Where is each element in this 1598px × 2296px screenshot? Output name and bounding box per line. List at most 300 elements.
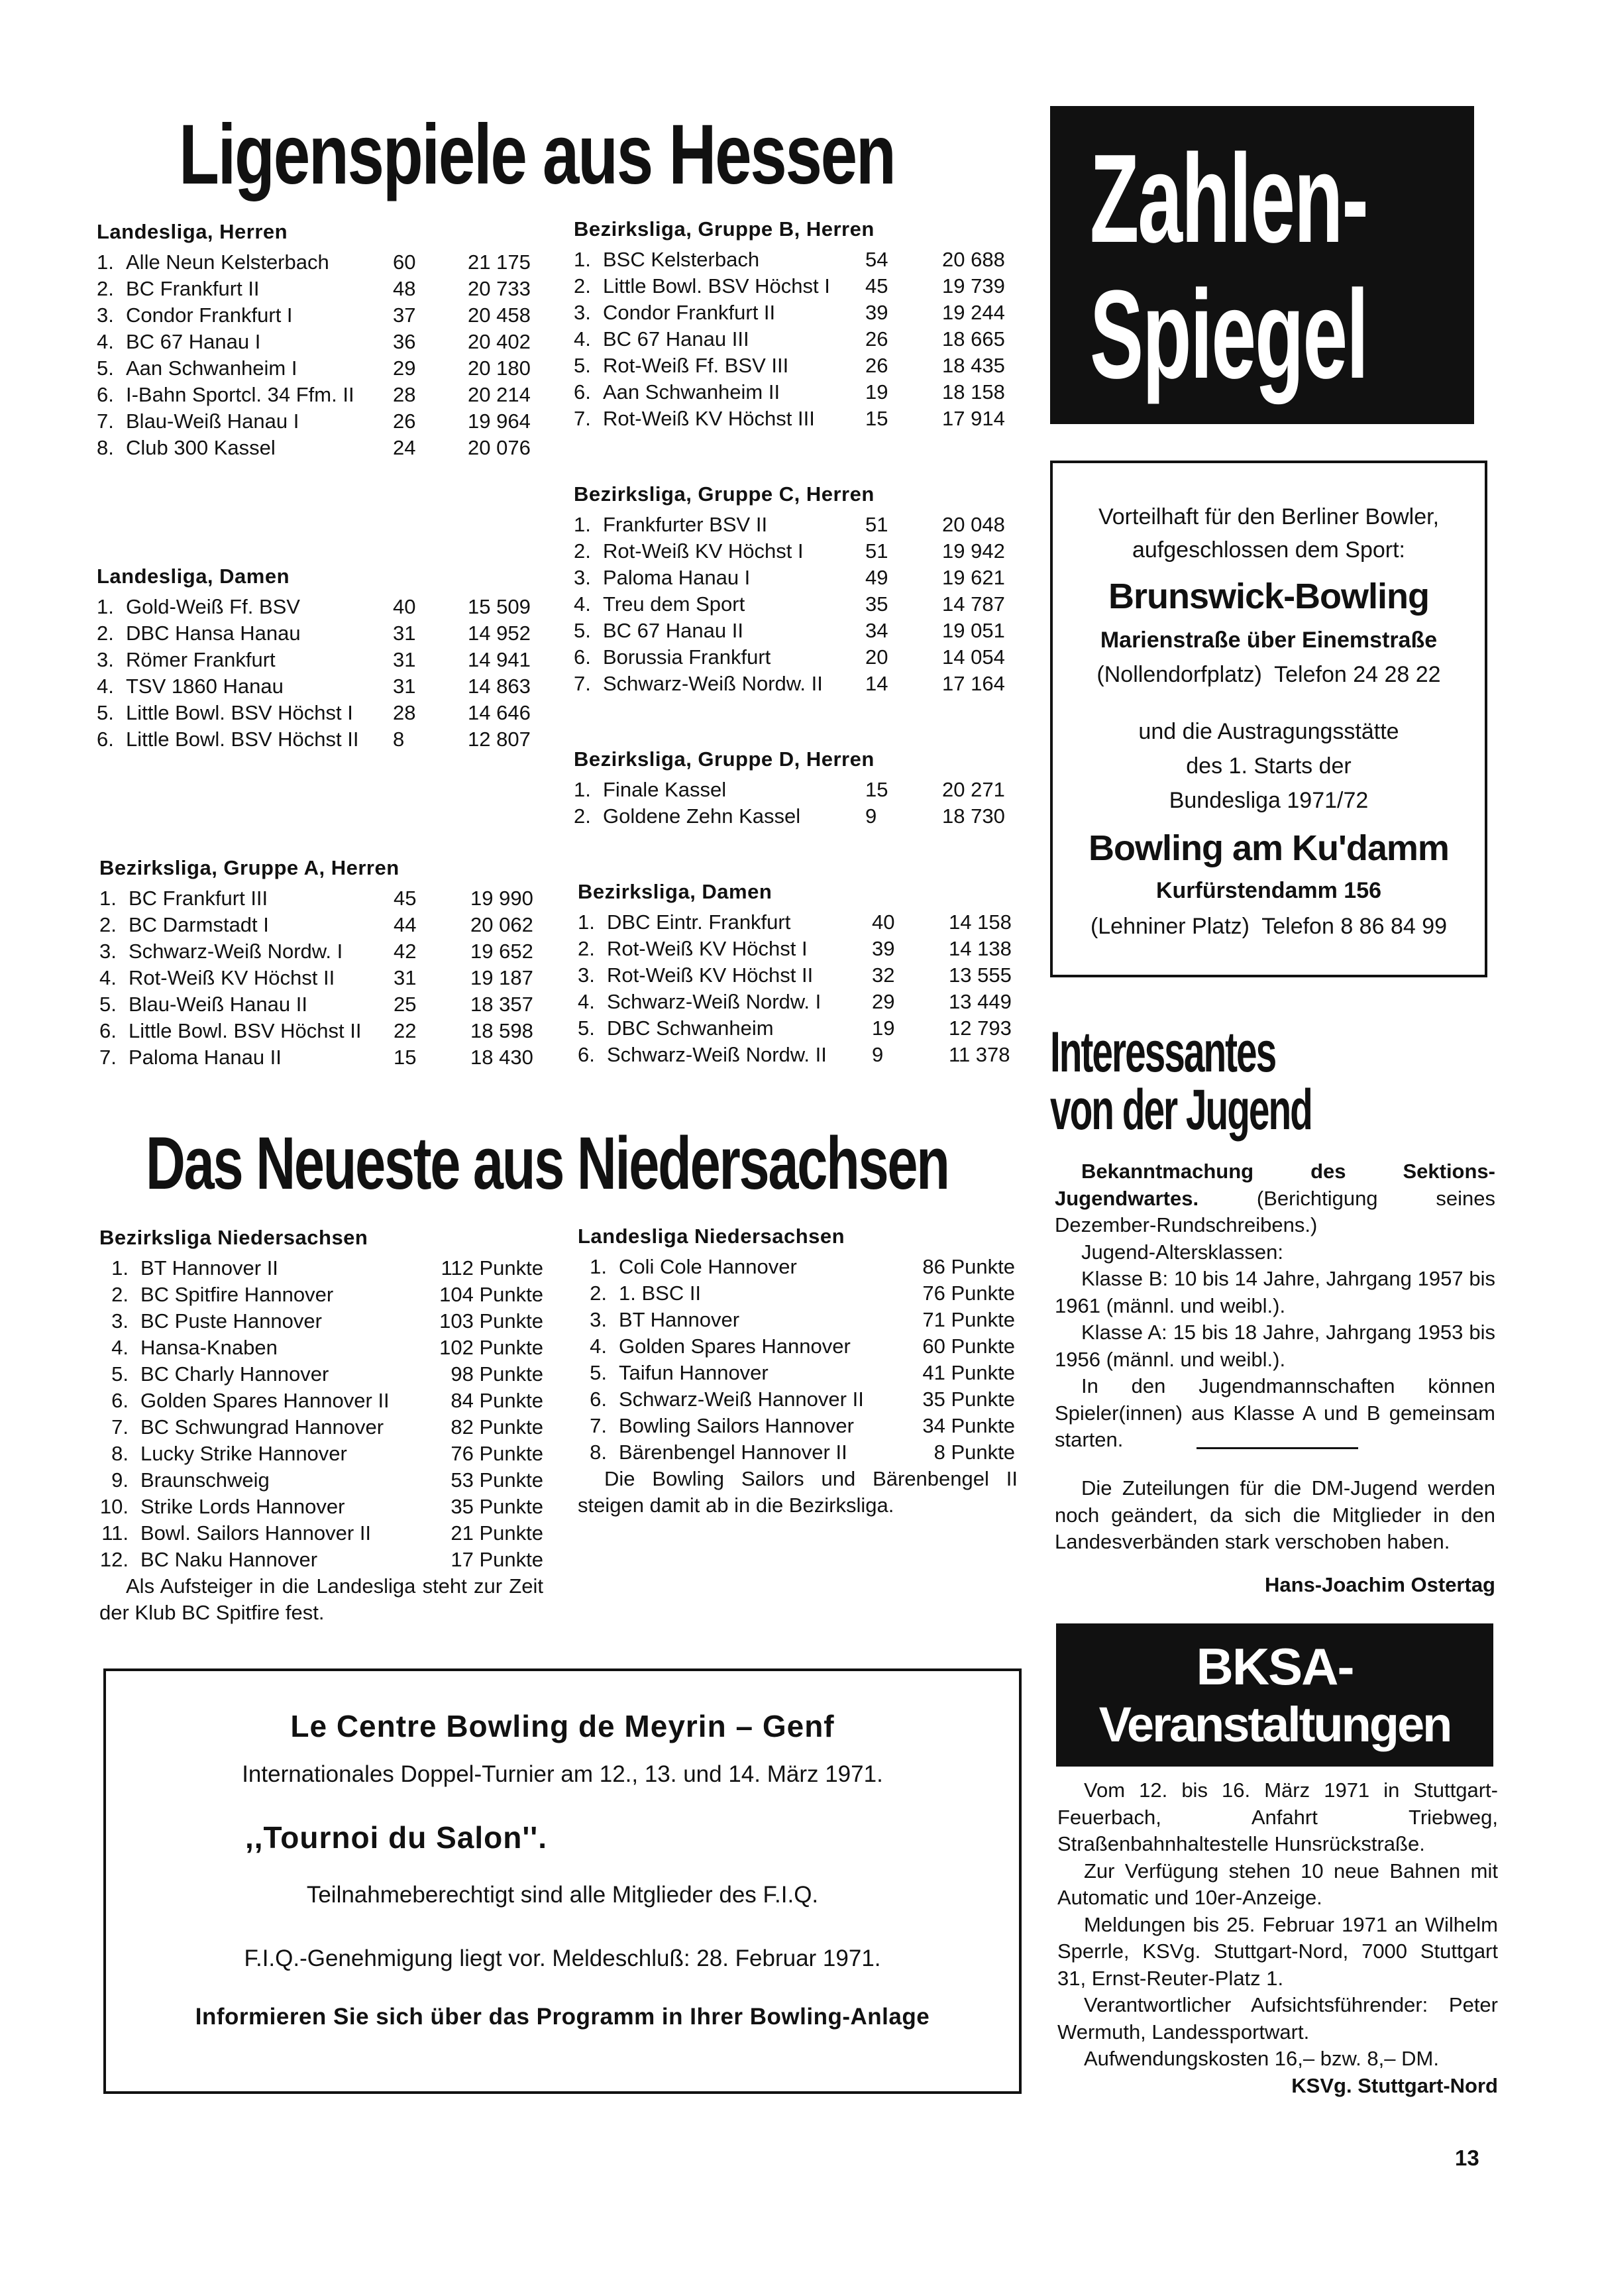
cell-pins: 12 793 <box>949 1016 1012 1040</box>
table-row <box>578 1042 1041 1068</box>
cell-pins: 19 964 <box>468 410 531 433</box>
page-number: 13 <box>1455 2146 1479 2170</box>
cell-rank: 4. <box>97 330 114 353</box>
berlin-ad-line1: Vorteilhaft für den Berliner Bowler, <box>1098 504 1440 529</box>
cell-rank: 5. <box>97 356 114 380</box>
league-title: Landesliga Niedersachsen <box>578 1225 845 1248</box>
cell-team: Schwarz-Weiß Nordw. II <box>607 1043 827 1066</box>
table-row <box>99 1547 550 1573</box>
cell-rank: 1. <box>97 250 114 274</box>
cell-team: Strike Lords Hannover <box>140 1495 345 1518</box>
cell-rank: 1. <box>590 1255 607 1278</box>
geneva-ad-box <box>103 1668 1022 2094</box>
cell-pins: 14 952 <box>468 622 531 645</box>
table-row <box>99 1361 550 1388</box>
cell-pts: 8 Punkte <box>933 1441 1015 1464</box>
league-title: Bezirksliga, Gruppe C, Herren <box>574 482 875 506</box>
league-nds-bezirksliga <box>99 1225 550 1626</box>
cell-team: BC Darmstadt I <box>129 913 269 936</box>
cell-pts: 40 <box>872 910 895 934</box>
cell-rank: 6. <box>97 728 114 751</box>
cell-rank: 7. <box>97 410 114 433</box>
cell-pins: 20 271 <box>942 778 1005 801</box>
league-title: Bezirksliga, Gruppe D, Herren <box>574 747 875 771</box>
cell-pts: 54 <box>865 248 888 271</box>
cell-team: Rot-Weiß KV Höchst I <box>603 539 804 563</box>
league-title: Bezirksliga, Gruppe A, Herren <box>99 856 400 879</box>
cell-rank: 2. <box>574 539 591 563</box>
cell-rank: 4. <box>99 966 117 989</box>
cell-rank: 1. <box>574 513 591 536</box>
geneva-ad-tournament: ,,Tournoi du Salon''. <box>245 1820 547 1855</box>
geneva-ad-line4: Informieren Sie sich über das Programm in Ihrer Bowling-Anlage <box>195 2004 930 2030</box>
table-row <box>97 594 560 620</box>
table-row <box>99 991 563 1018</box>
cell-pins: 20 733 <box>468 277 531 300</box>
jugend-p3: Klasse B: 10 bis 14 Jahre, Jahrgang 1957 bis 1961 (männl. und weibl.). <box>1055 1267 1495 1317</box>
cell-team: Little Bowl. BSV Höchst II <box>129 1019 362 1042</box>
cell-team: BSC Kelsterbach <box>603 248 760 271</box>
league-title: Landesliga, Damen <box>97 565 290 588</box>
cell-team: BC 67 Hanau III <box>603 327 749 351</box>
cell-rank: 4. <box>574 327 591 351</box>
cell-team: Golden Spares Hannover II <box>140 1389 390 1412</box>
cell-team: Gold-Weiß Ff. BSV <box>126 595 300 618</box>
cell-rank: 9. <box>111 1468 129 1492</box>
cell-team: BC Frankfurt III <box>129 887 268 910</box>
cell-team: Goldene Zehn Kassel <box>603 804 801 828</box>
geneva-ad-title: Le Centre Bowling de Meyrin – Genf <box>290 1709 835 1743</box>
table-row <box>574 406 1038 432</box>
bksa-signature: KSVg. Stuttgart-Nord <box>1291 2073 1498 2097</box>
cell-team: Römer Frankfurt <box>126 648 276 671</box>
berlin-ad-line5: Bundesliga 1971/72 <box>1169 788 1369 813</box>
table-row <box>97 726 560 753</box>
cell-pins: 18 430 <box>470 1046 533 1069</box>
table-row <box>99 1335 550 1361</box>
cell-team: Braunschweig <box>140 1468 270 1492</box>
cell-rank: 7. <box>574 672 591 695</box>
cell-pins: 20 458 <box>468 303 531 327</box>
cell-team: BC 67 Hanau I <box>126 330 261 353</box>
cell-rank: 3. <box>590 1308 607 1331</box>
cell-rank: 6. <box>99 1019 117 1042</box>
cell-pts: 45 <box>394 887 417 910</box>
table-row <box>578 1413 1028 1439</box>
cell-rank: 2. <box>590 1282 607 1305</box>
cell-pins: 17 914 <box>942 407 1005 430</box>
cell-team: BC Puste Hannover <box>140 1309 322 1333</box>
cell-rank: 6. <box>97 383 114 406</box>
cell-pins: 19 652 <box>470 940 533 963</box>
table-row <box>578 1439 1028 1466</box>
cell-rank: 6. <box>111 1389 129 1412</box>
cell-pts: 51 <box>865 539 888 563</box>
cell-pins: 14 941 <box>468 648 531 671</box>
league-landesliga-damen <box>97 563 560 753</box>
cell-pins: 18 665 <box>942 327 1005 351</box>
table-row <box>99 965 563 991</box>
cell-pts: 15 <box>865 407 888 430</box>
cell-pts: 26 <box>865 327 888 351</box>
cell-pins: 19 621 <box>942 566 1005 589</box>
cell-rank: 4. <box>574 592 591 616</box>
geneva-ad-line2: Teilnahmeberechtigt sind alle Mitglieder des F.I.Q. <box>306 1882 819 1908</box>
table-row <box>99 1467 550 1494</box>
cell-pts: 76 Punkte <box>451 1442 543 1465</box>
cell-rank: 1. <box>578 910 595 934</box>
cell-team: BT Hannover II <box>140 1256 278 1280</box>
cell-pts: 35 <box>865 592 888 616</box>
table-row <box>99 1255 550 1282</box>
table-row <box>574 326 1038 353</box>
cell-team: BC Spitfire Hannover <box>140 1283 334 1306</box>
cell-pts: 26 <box>393 410 416 433</box>
cell-pins: 18 158 <box>942 380 1005 404</box>
cell-pins: 19 739 <box>942 274 1005 298</box>
zahlen-line1: Zahlen- <box>1090 129 1367 269</box>
cell-pts: 40 <box>393 595 416 618</box>
table-row <box>99 1044 563 1071</box>
cell-pins: 19 051 <box>942 619 1005 642</box>
cell-pins: 13 555 <box>949 963 1012 987</box>
cell-pts: 71 Punkte <box>922 1308 1015 1331</box>
cell-team: Finale Kassel <box>603 778 727 801</box>
cell-rank: 4. <box>578 990 595 1013</box>
table-row <box>99 912 563 938</box>
cell-rank: 2. <box>99 913 117 936</box>
league-title: Landesliga, Herren <box>97 220 288 243</box>
table-row <box>97 620 560 647</box>
cell-pts: 14 <box>865 672 888 695</box>
cell-pins: 14 863 <box>468 675 531 698</box>
cell-team: TSV 1860 Hanau <box>126 675 284 698</box>
cell-team: Bowling Sailors Hannover <box>619 1414 854 1437</box>
cell-rank: 5. <box>578 1016 595 1040</box>
cell-pins: 21 175 <box>468 250 531 274</box>
headline-hessen: Ligenspiele aus Hessen <box>179 107 895 202</box>
cell-team: Aan Schwanheim I <box>126 356 297 380</box>
cell-team: Schwarz-Weiß Hannover II <box>619 1388 864 1411</box>
table-row <box>574 644 1038 671</box>
cell-team: Rot-Weiß KV Höchst III <box>603 407 815 430</box>
bksa-p3: Meldungen bis 25. Februar 1971 an Wilhelm Sperrle, KSVg. Stuttgart-Nord, 7000 Stuttgart 31, Ernst-Reuter-Platz 1. <box>1057 1912 1498 1990</box>
league-landesliga-herren <box>97 219 560 461</box>
cell-pins: 20 048 <box>942 513 1005 536</box>
table-row <box>578 1307 1028 1333</box>
cell-rank: 3. <box>97 648 114 671</box>
cell-team: Hansa-Knaben <box>140 1336 278 1359</box>
table-row <box>574 379 1038 406</box>
cell-pts: 31 <box>394 966 417 989</box>
cell-pts: 60 <box>393 250 416 274</box>
bksa-title-line1: BKSA- <box>1196 1637 1354 1696</box>
cell-rank: 4. <box>590 1335 607 1358</box>
cell-team: Borussia Frankfurt <box>603 645 771 669</box>
jugend-p1-bold: Bekanntmachung des Sektions-Jugendwartes. <box>1055 1160 1495 1210</box>
cell-rank: 11. <box>101 1521 129 1545</box>
cell-rank: 8. <box>590 1441 607 1464</box>
cell-pins: 14 054 <box>942 645 1005 669</box>
cell-pts: 31 <box>393 675 416 698</box>
bksa-p4: Verantwortlicher Aufsichtsführender: Peter Wermuth, Landessportwart. <box>1057 1993 1498 2044</box>
cell-rank: 5. <box>97 701 114 724</box>
cell-pts: 24 <box>393 436 416 459</box>
cell-pins: 20 062 <box>470 913 533 936</box>
cell-pts: 86 Punkte <box>922 1255 1015 1278</box>
cell-pts: 26 <box>865 354 888 377</box>
jugend-p1-rest: (Berichtigung seines Dezember-Rundschreibens.) <box>1055 1186 1495 1236</box>
table-row <box>578 1280 1028 1307</box>
cell-team: BC Charly Hannover <box>140 1362 329 1386</box>
cell-pts: 42 <box>394 940 417 963</box>
league-bezirksliga-c <box>574 481 1038 697</box>
table-row <box>574 512 1038 538</box>
cell-rank: 3. <box>111 1309 129 1333</box>
cell-rank: 1. <box>574 248 591 271</box>
cell-rank: 1. <box>97 595 114 618</box>
cell-pts: 84 Punkte <box>451 1389 543 1412</box>
jugend-p6: Die Zuteilungen für die DM-Jugend werden noch geändert, da sich die Mitglieder in den Landesverbänden stark verschoben haben. <box>1055 1476 1495 1553</box>
cell-rank: 6. <box>574 380 591 404</box>
cell-rank: 2. <box>574 804 591 828</box>
cell-pins: 18 598 <box>470 1019 533 1042</box>
cell-pins: 11 378 <box>949 1043 1010 1066</box>
cell-pts: 8 <box>393 728 405 751</box>
cell-team: Blau-Weiß Hanau II <box>129 993 307 1016</box>
cell-pts: 29 <box>872 990 895 1013</box>
cell-team: Little Bowl. BSV Höchst I <box>603 274 830 298</box>
cell-team: Taifun Hannover <box>619 1361 769 1384</box>
cell-pts: 103 Punkte <box>439 1309 543 1333</box>
cell-rank: 12. <box>99 1548 129 1571</box>
table-row <box>97 249 560 276</box>
table-row <box>574 777 1038 803</box>
cell-team: Schwarz-Weiß Nordw. I <box>129 940 343 963</box>
zahlen-spiegel-box <box>1050 106 1474 424</box>
cell-pins: 19 187 <box>470 966 533 989</box>
table-row <box>574 246 1038 273</box>
berlin-ad-addr2: Kurfürstendamm 156 <box>1155 878 1382 903</box>
cell-pts: 20 <box>865 645 888 669</box>
cell-rank: 3. <box>97 303 114 327</box>
cell-team: Alle Neun Kelsterbach <box>126 250 329 274</box>
bksa-title-line2: Veranstaltungen <box>1098 1697 1451 1752</box>
table-row <box>574 618 1038 644</box>
cell-pins: 18 357 <box>470 993 533 1016</box>
league-bezirksliga-d <box>574 746 1038 830</box>
cell-pts: 35 Punkte <box>922 1388 1015 1411</box>
geneva-ad-line3: F.I.Q.-Genehmigung liegt vor. Meldeschluß: 28. Februar 1971. <box>244 1945 881 1971</box>
cell-pins: 14 158 <box>949 910 1012 934</box>
cell-pts: 9 <box>865 804 877 828</box>
cell-team: Rot-Weiß Ff. BSV III <box>603 354 789 377</box>
cell-pts: 82 Punkte <box>451 1415 543 1439</box>
table-row <box>574 803 1038 830</box>
cell-team: Schwarz-Weiß Nordw. I <box>607 990 822 1013</box>
cell-pts: 60 Punkte <box>922 1335 1015 1358</box>
league-bezirksliga-b <box>574 216 1038 432</box>
table-row <box>578 1386 1028 1413</box>
table-row <box>97 382 560 408</box>
cell-team: Blau-Weiß Hanau I <box>126 410 299 433</box>
cell-pts: 41 Punkte <box>922 1361 1015 1384</box>
cell-rank: 2. <box>111 1283 129 1306</box>
cell-rank: 4. <box>97 675 114 698</box>
cell-pts: 31 <box>393 648 416 671</box>
table-row <box>97 408 560 435</box>
nds-bezirksliga-note: Als Aufsteiger in die Landesliga steht zur Zeit der Klub BC Spitfire fest. <box>99 1574 543 1624</box>
cell-rank: 4. <box>111 1336 129 1359</box>
cell-pts: 19 <box>865 380 888 404</box>
table-row <box>578 989 1041 1015</box>
cell-pts: 15 <box>394 1046 417 1069</box>
cell-team: Schwarz-Weiß Nordw. II <box>603 672 823 695</box>
cell-team: Club 300 Kassel <box>126 436 276 459</box>
berlin-ad-addr1: Marienstraße über Einemstraße <box>1100 628 1438 653</box>
cell-team: Frankfurter BSV II <box>603 513 768 536</box>
cell-pts: 37 <box>393 303 416 327</box>
cell-rank: 5. <box>111 1362 129 1386</box>
table-row <box>99 1308 550 1335</box>
cell-pts: 22 <box>394 1019 417 1042</box>
cell-team: Golden Spares Hannover <box>619 1335 851 1358</box>
cell-rank: 5. <box>574 619 591 642</box>
cell-rank: 2. <box>578 937 595 960</box>
cell-pts: 45 <box>865 274 888 298</box>
nds-landesliga-note: Die Bowling Sailors und Bärenbengel II steigen damit ab in die Bezirksliga. <box>578 1467 1018 1517</box>
cell-pins: 14 646 <box>468 701 531 724</box>
cell-pts: 44 <box>394 913 417 936</box>
cell-team: BC Frankfurt II <box>126 277 260 300</box>
table-row <box>97 673 560 700</box>
cell-rank: 10. <box>99 1495 129 1518</box>
cell-pts: 34 <box>865 619 888 642</box>
cell-team: Bowl. Sailors Hannover II <box>140 1521 372 1545</box>
spiegel-line2: Spiegel <box>1090 264 1368 405</box>
berlin-ad-line2: aufgeschlossen dem Sport: <box>1132 537 1406 563</box>
cell-pts: 39 <box>872 937 895 960</box>
cell-rank: 3. <box>578 963 595 987</box>
cell-team: Condor Frankfurt II <box>603 301 776 324</box>
cell-pts: 31 <box>393 622 416 645</box>
cell-pts: 21 Punkte <box>451 1521 543 1545</box>
cell-pins: 14 787 <box>942 592 1005 616</box>
table-row <box>99 885 563 912</box>
cell-rank: 3. <box>99 940 117 963</box>
bksa-p1: Vom 12. bis 16. März 1971 in Stuttgart-Feuerbach, Anfahrt Triebweg, Straßenbahnhaltestelle Hunsrückstraße. <box>1057 1778 1498 1855</box>
cell-pts: 39 <box>865 301 888 324</box>
jugend-title-line2: von der Jugend <box>1050 1078 1312 1142</box>
table-row <box>99 1388 550 1414</box>
cell-pts: 102 Punkte <box>439 1336 543 1359</box>
table-row <box>99 1441 550 1467</box>
cell-pins: 19 244 <box>942 301 1005 324</box>
cell-pts: 28 <box>393 383 416 406</box>
cell-team: Paloma Hanau II <box>129 1046 282 1069</box>
cell-team: BC 67 Hanau II <box>603 619 743 642</box>
cell-pins: 13 449 <box>949 990 1012 1013</box>
table-row <box>574 671 1038 697</box>
cell-team: Condor Frankfurt I <box>126 303 293 327</box>
table-row <box>99 1494 550 1520</box>
cell-pins: 20 180 <box>468 356 531 380</box>
cell-pins: 20 214 <box>468 383 531 406</box>
bksa-p5: Aufwendungskosten 16,– bzw. 8,– DM. <box>1084 2047 1439 2070</box>
cell-rank: 3. <box>574 301 591 324</box>
cell-pins: 17 164 <box>942 672 1005 695</box>
cell-team: Little Bowl. BSV Höchst II <box>126 728 359 751</box>
table-row <box>574 591 1038 618</box>
cell-team: 1. BSC II <box>619 1282 702 1305</box>
cell-team: Rot-Weiß KV Höchst II <box>607 963 814 987</box>
cell-pts: 51 <box>865 513 888 536</box>
league-bezirksliga-a <box>99 855 563 1071</box>
table-row <box>574 565 1038 591</box>
cell-rank: 6. <box>578 1043 595 1066</box>
jugend-p5: In den Jugendmannschaften können Spieler(innen) aus Klasse A und B gemeinsam starten. <box>1055 1374 1495 1451</box>
cell-pts: 28 <box>393 701 416 724</box>
table-row <box>97 355 560 382</box>
table-row <box>99 1414 550 1441</box>
table-row <box>578 962 1041 989</box>
headline-niedersachsen: Das Neueste aus Niedersachsen <box>146 1122 949 1205</box>
cell-rank: 7. <box>99 1046 117 1069</box>
table-row <box>97 276 560 302</box>
cell-rank: 1. <box>111 1256 129 1280</box>
cell-pins: 18 730 <box>942 804 1005 828</box>
cell-team: Aan Schwanheim II <box>603 380 780 404</box>
cell-rank: 8. <box>111 1442 129 1465</box>
cell-team: Treu dem Sport <box>603 592 745 616</box>
bksa-box <box>1056 1623 1493 1767</box>
table-row <box>578 1333 1028 1360</box>
table-row <box>97 647 560 673</box>
jugend-p1 <box>1055 1158 1495 1239</box>
jugend-body <box>1055 1158 1495 1454</box>
cell-team: BC Schwungrad Hannover <box>140 1415 384 1439</box>
cell-pts: 15 <box>865 778 888 801</box>
berlin-ad-line3: und die Austragungsstätte <box>1138 719 1399 744</box>
cell-pts: 76 Punkte <box>922 1282 1015 1305</box>
jugend-p2: Jugend-Altersklassen: <box>1081 1240 1283 1264</box>
cell-team: I-Bahn Sportcl. 34 Ffm. II <box>126 383 354 406</box>
cell-pts: 36 <box>393 330 416 353</box>
cell-pts: 98 Punkte <box>451 1362 543 1386</box>
table-row <box>97 435 560 461</box>
table-row <box>578 1360 1028 1386</box>
cell-team: Lucky Strike Hannover <box>140 1442 347 1465</box>
table-row <box>578 1254 1028 1280</box>
cell-team: BC Naku Hannover <box>140 1548 318 1571</box>
cell-rank: 8. <box>97 436 114 459</box>
cell-pts: 19 <box>872 1016 895 1040</box>
cell-pts: 29 <box>393 356 416 380</box>
cell-team: BT Hannover <box>619 1308 740 1331</box>
cell-rank: 6. <box>574 645 591 669</box>
cell-team: DBC Schwanheim <box>607 1016 774 1040</box>
table-row <box>99 1018 563 1044</box>
cell-pins: 18 435 <box>942 354 1005 377</box>
cell-pts: 112 Punkte <box>441 1256 543 1280</box>
cell-rank: 5. <box>99 993 117 1016</box>
cell-pins: 20 688 <box>942 248 1005 271</box>
berlin-ad-addr1b: (Nollendorfplatz) Telefon 24 28 22 <box>1096 662 1441 687</box>
cell-pins: 19 942 <box>942 539 1005 563</box>
cell-team: Coli Cole Hannover <box>619 1255 797 1278</box>
cell-rank: 2. <box>97 622 114 645</box>
berlin-ad-name1: Brunswick-Bowling <box>1108 576 1430 616</box>
